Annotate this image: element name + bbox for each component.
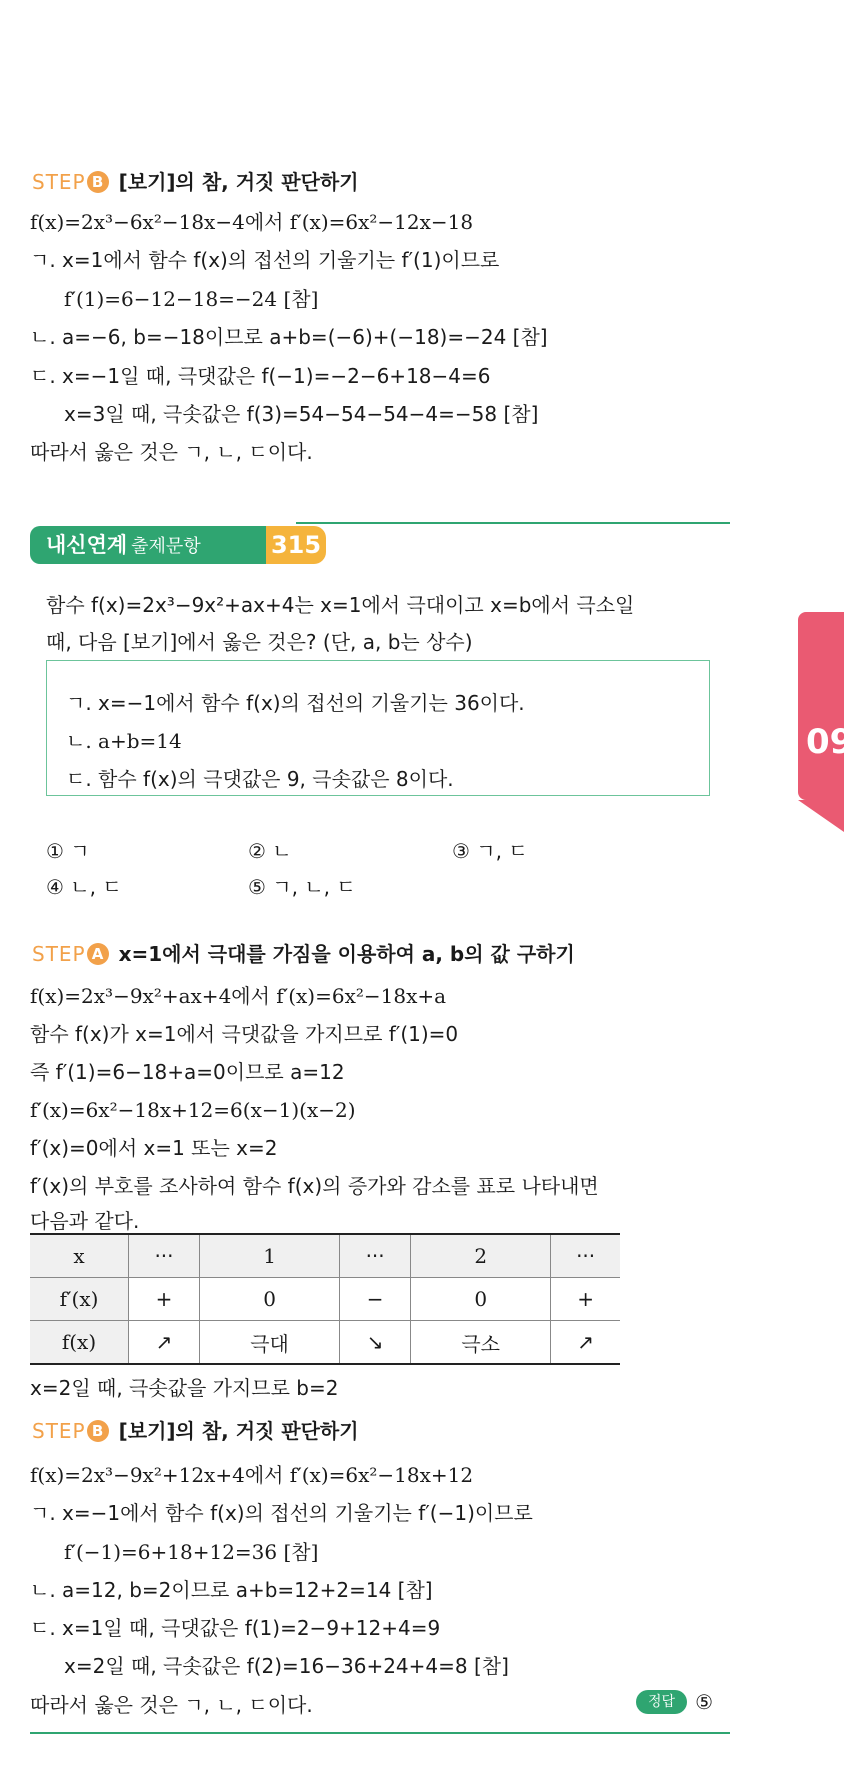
solution-line: f(x)=2x³−9x²+12x+4에서 f′(x)=6x²−18x+12: [30, 1463, 474, 1487]
step-title: [보기]의 참, 거짓 판단하기: [118, 1419, 359, 1443]
solution-line: ㄴ. a=12, b=2이므로 a+b=12+2=14 [참]: [30, 1578, 433, 1602]
tag-sublabel: 출제문항: [131, 536, 201, 557]
bottom-divider: [30, 1732, 730, 1734]
table-cell: 1: [199, 1234, 339, 1278]
table-row: [30, 1321, 620, 1365]
choice-4: ④ ㄴ, ㄷ: [46, 875, 122, 899]
table-cell: f′(x): [30, 1278, 129, 1321]
bogi-item: ㄷ. 함수 f(x)의 극댓값은 9, 극솟값은 8이다.: [66, 767, 454, 791]
step-letter-badge: B: [87, 171, 109, 193]
question-tag: [30, 526, 266, 564]
choice-2: ② ㄴ: [248, 839, 292, 863]
solution-line: f′(1)=6−12−18=−24 [참]: [64, 287, 319, 311]
table-cell: −: [340, 1278, 411, 1321]
solution-line: x=2일 때, 극솟값은 f(2)=16−36+24+4=8 [참]: [64, 1654, 509, 1678]
increase-decrease-table: [30, 1233, 620, 1365]
table-cell: ···: [340, 1234, 411, 1278]
solution-line: f(x)=2x³−9x²+ax+4에서 f′(x)=6x²−18x+a: [30, 984, 447, 1008]
table-row: [30, 1278, 620, 1321]
solution-line: x=3일 때, 극솟값은 f(3)=54−54−54−4=−58 [참]: [64, 402, 539, 426]
solution-line: f′(x)=0에서 x=1 또는 x=2: [30, 1136, 278, 1160]
table-cell: 2: [411, 1234, 551, 1278]
table-cell: ···: [129, 1234, 200, 1278]
step-word: STEP: [32, 1419, 86, 1443]
question-text: 때, 다음 [보기]에서 옳은 것은? (단, a, b는 상수): [46, 630, 473, 654]
solution-line: f′(x)=6x²−18x+12=6(x−1)(x−2): [30, 1098, 356, 1122]
solution-line: ㄱ. x=1에서 함수 f(x)의 접선의 기울기는 f′(1)이므로: [30, 248, 500, 272]
step-b-header: [32, 1417, 359, 1445]
answer-value: ⑤: [695, 1690, 713, 1714]
table-cell: 극대: [199, 1321, 339, 1365]
step-word: STEP: [32, 170, 86, 194]
step-letter-badge: A: [87, 943, 109, 965]
bogi-item: ㄴ. a+b=14: [66, 729, 182, 753]
solution-line: f′(−1)=6+18+12=36 [참]: [64, 1540, 319, 1564]
choice-3: ③ ㄱ, ㄷ: [452, 839, 528, 863]
table-cell: 0: [411, 1278, 551, 1321]
step-word: STEP: [32, 942, 86, 966]
bogi-item: ㄱ. x=−1에서 함수 f(x)의 접선의 기울기는 36이다.: [66, 691, 525, 715]
solution-line: ㄷ. x=1일 때, 극댓값은 f(1)=2−9+12+4=9: [30, 1616, 441, 1640]
solution-line: f(x)=2x³−6x²−18x−4에서 f′(x)=6x²−12x−18: [30, 210, 474, 234]
table-cell: +: [551, 1278, 620, 1321]
table-cell: +: [129, 1278, 200, 1321]
table-cell: x: [30, 1234, 129, 1278]
table-cell: ↗: [551, 1321, 620, 1365]
table-cell: f(x): [30, 1321, 129, 1365]
answer-label: 정답: [636, 1690, 687, 1714]
question-text: 함수 f(x)=2x³−9x²+ax+4는 x=1에서 극대이고 x=b에서 극소일: [46, 593, 635, 617]
chapter-side-tab: [798, 612, 853, 800]
solution-line: 함수 f(x)가 x=1에서 극댓값을 가지므로 f′(1)=0: [30, 1022, 459, 1046]
table-cell: ···: [551, 1234, 620, 1278]
question-divider: [296, 522, 730, 524]
tag-label: 내신연계: [46, 533, 128, 557]
step-letter-badge: B: [87, 1420, 109, 1442]
step-b-header: [32, 168, 359, 196]
step-title: x=1에서 극대를 가짐을 이용하여 a, b의 값 구하기: [118, 942, 575, 966]
solution-line: ㄱ. x=−1에서 함수 f(x)의 접선의 기울기는 f′(−1)이므로: [30, 1501, 533, 1525]
solution-line: 즉 f′(1)=6−18+a=0이므로 a=12: [30, 1060, 345, 1084]
solution-line: x=2일 때, 극솟값을 가지므로 b=2: [30, 1376, 339, 1400]
table-cell: ↘: [340, 1321, 411, 1365]
solution-conclusion: 따라서 옳은 것은 ㄱ, ㄴ, ㄷ이다.: [30, 440, 313, 464]
step-title: [보기]의 참, 거짓 판단하기: [118, 170, 359, 194]
answer-badge: [636, 1690, 713, 1718]
solution-line: 다음과 같다.: [30, 1209, 140, 1233]
choice-5: ⑤ ㄱ, ㄴ, ㄷ: [248, 875, 356, 899]
table-cell: 극소: [411, 1321, 551, 1365]
table-row: [30, 1234, 620, 1278]
chapter-number: 09: [806, 722, 853, 762]
solution-line: ㄷ. x=−1일 때, 극댓값은 f(−1)=−2−6+18−4=6: [30, 364, 491, 388]
choice-1: ① ㄱ: [46, 839, 90, 863]
table-cell: ↗: [129, 1321, 200, 1365]
solution-line: ㄴ. a=−6, b=−18이므로 a+b=(−6)+(−18)=−24 [참]: [30, 325, 548, 349]
solution-line: f′(x)의 부호를 조사하여 함수 f(x)의 증가와 감소를 표로 나타내면: [30, 1174, 599, 1198]
solution-conclusion: 따라서 옳은 것은 ㄱ, ㄴ, ㄷ이다.: [30, 1693, 313, 1717]
table-cell: 0: [199, 1278, 339, 1321]
question-number: 315: [266, 526, 326, 564]
step-a-header: [32, 940, 575, 968]
